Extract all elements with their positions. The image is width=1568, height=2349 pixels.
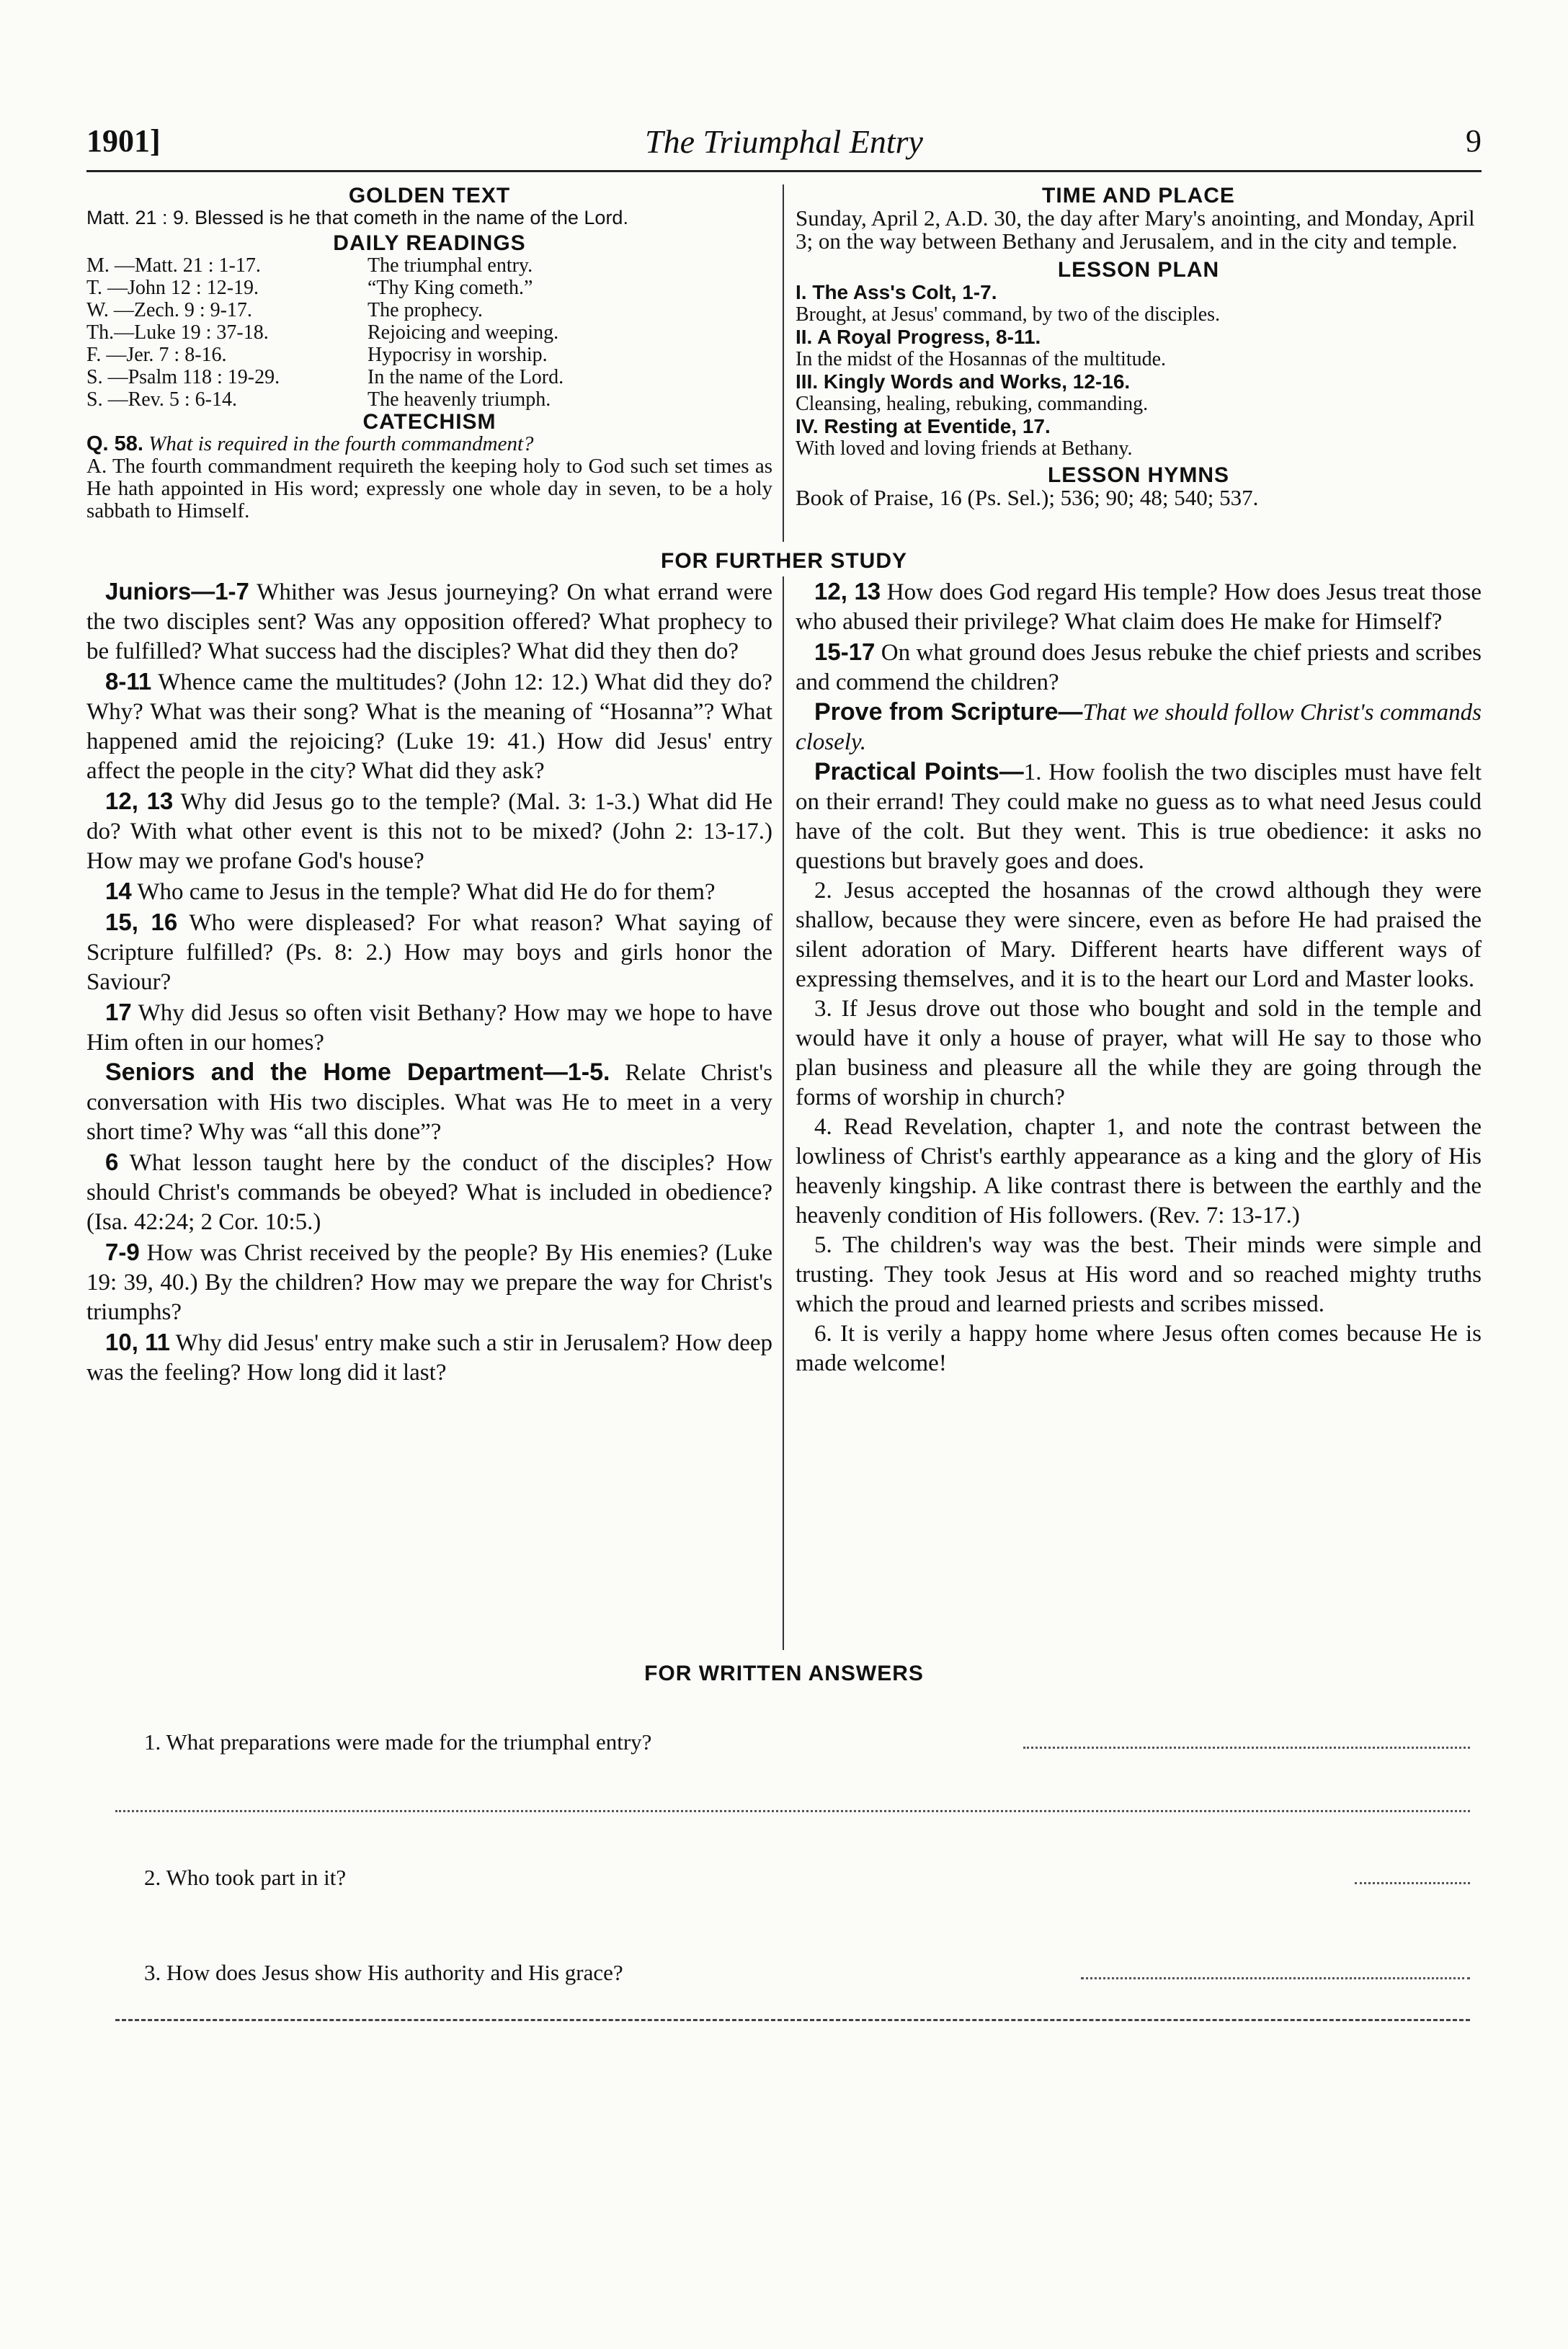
reading-desc: The heavenly triumph. <box>368 388 551 411</box>
time-place-text: Sunday, April 2, A.D. 30, the day after Mary's anointing, and Monday, April 3; on the way between Bethany and Jerusalem, and in the city and temple. <box>796 205 1475 254</box>
reading-row <box>86 388 772 411</box>
study-label: Juniors—1-7 <box>105 578 249 605</box>
daily-readings-heading: DAILY READINGS <box>333 231 526 255</box>
study-paragraph <box>86 876 772 907</box>
study-text: Whither was Jesus journeying? On what errand were the two disciples sent? Was any opposition offered? What prophecy to be fulfilled? What success had the disciples? What did they then do? <box>86 579 772 664</box>
study-paragraph <box>86 1237 772 1327</box>
study-text: 6. It is verily a happy home where Jesus often comes because He is made welcome! <box>796 1321 1482 1376</box>
study-label: 6 <box>105 1149 119 1175</box>
lesson-plan-desc: In the midst of the Hosannas of the multitude. <box>796 348 1167 370</box>
lesson-plan-title: III. Kingly Words and Works, 12-16. <box>796 370 1131 393</box>
lesson-plan-desc: Cleansing, healing, rebuking, commanding. <box>796 393 1149 415</box>
reading-ref: S. —Rev. 5 : 6-14. <box>86 388 237 411</box>
written-answers-heading: FOR WRITTEN ANSWERS <box>644 1662 924 1685</box>
reading-ref: W. —Zech. 9 : 9-17. <box>86 299 252 321</box>
study-label: Practical Points— <box>814 758 1024 785</box>
study-text: Why did Jesus go to the temple? (Mal. 3: 1-3.) What did He do? With what other event is this not to be mixed? (John 2: 13-17.) How may we profane God's house? <box>86 789 772 874</box>
study-paragraph <box>86 1058 772 1147</box>
study-text: Who were displeased? For what reason? What saying of Scripture fulfilled? (Ps. 8: 2.) How may boys and girls honor the Saviour? <box>86 910 772 995</box>
reading-row <box>86 254 772 277</box>
header-rule <box>86 170 1482 172</box>
lesson-plan-heading: LESSON PLAN <box>1057 258 1220 282</box>
further-study-left-column <box>86 576 772 1388</box>
study-text: Relate Christ's conversation with His two disciples. What was He to meet in a very short time? Why was “all this done”? <box>86 1060 772 1145</box>
study-text: Why did Jesus so often visit Bethany? How may we hope to have Him often in our homes? <box>86 1000 772 1056</box>
study-paragraph <box>796 757 1482 876</box>
study-text: 5. The children's way was the best. Their minds were simple and trusting. They took Jesus at His word and so reached mighty truths which the proud and learned priests and scribes missed. <box>796 1232 1482 1317</box>
answer-line[interactable] <box>1023 1747 1470 1749</box>
study-text: That we should follow Christ's commands closely. <box>796 700 1482 755</box>
answer-line[interactable] <box>1355 1882 1470 1884</box>
written-question-1: 1. What preparations were made for the triumphal entry? <box>144 1729 652 1755</box>
study-label: 12, 13 <box>814 578 881 605</box>
written-question-2: 2. Who took part in it? <box>144 1865 347 1890</box>
page-number: 9 <box>1466 123 1482 159</box>
study-label: 17 <box>105 999 132 1025</box>
lesson-plan-list <box>796 281 1482 460</box>
lesson-plan-desc: With loved and loving friends at Bethany. <box>796 437 1133 460</box>
study-text: How does God regard His temple? How does Jesus treat those who abused their privilege? What claim does He make for Himself? <box>796 579 1482 635</box>
lesson-hymns-text: Book of Praise, 16 (Ps. Sel.); 536; 90; 48; 540; 537. <box>796 485 1259 510</box>
study-paragraph <box>796 1113 1482 1231</box>
study-label: 15, 16 <box>105 909 178 935</box>
golden-text-body: Blessed is he that cometh in the name of the Lord. <box>195 207 628 228</box>
further-study-heading: FOR FURTHER STUDY <box>661 549 907 573</box>
reading-row <box>86 299 772 321</box>
reading-desc: The triumphal entry. <box>368 254 533 277</box>
reading-desc: Hypocrisy in worship. <box>368 344 548 366</box>
study-paragraph <box>796 576 1482 637</box>
study-text: Whence came the multitudes? (John 12: 12.) What did they do? Why? What was their song? What is the meaning of “Hosanna”? What happened amid the rejoicing? (Luke 19: 41.) How did Jesus' entry affect the people in the city? What did they ask? <box>86 669 772 784</box>
top-right-block <box>796 184 1482 509</box>
top-left-block <box>86 184 772 522</box>
header-title: The Triumphal Entry <box>645 123 923 160</box>
answer-line[interactable] <box>115 2019 1470 2021</box>
study-paragraph <box>796 637 1482 697</box>
reading-desc: “Thy King cometh.” <box>368 277 533 299</box>
study-paragraph <box>86 907 772 997</box>
study-label: 7-9 <box>105 1239 140 1265</box>
catechism-heading: CATECHISM <box>362 410 496 434</box>
study-label: 14 <box>105 878 132 904</box>
study-label: Prove from Scripture— <box>814 698 1083 726</box>
study-label: 10, 11 <box>105 1329 170 1355</box>
reading-desc: Rejoicing and weeping. <box>368 321 559 344</box>
body-column-divider <box>783 576 784 1650</box>
study-label: 8-11 <box>105 668 152 695</box>
catechism-question <box>86 433 772 455</box>
study-label: 12, 13 <box>105 788 174 814</box>
reading-ref: M. —Matt. 21 : 1-17. <box>86 254 261 277</box>
study-paragraph <box>796 994 1482 1113</box>
written-question-3: 3. How does Jesus show His authority and His grace? <box>144 1960 623 1985</box>
lesson-hymns-heading: LESSON HYMNS <box>1047 463 1230 487</box>
lesson-plan-title: IV. Resting at Eventide, 17. <box>796 415 1051 437</box>
lesson-plan-title: I. The Ass's Colt, 1-7. <box>796 281 997 303</box>
study-text: Who came to Jesus in the temple? What did He do for them? <box>131 879 716 905</box>
catechism-question-text: What is required in the fourth commandment? <box>148 432 534 455</box>
top-column-divider <box>783 184 784 542</box>
study-paragraph <box>86 667 772 786</box>
answer-line[interactable] <box>1081 1977 1470 1979</box>
study-paragraph <box>796 1231 1482 1319</box>
further-study-right-column <box>796 576 1482 1378</box>
answer-line[interactable] <box>115 1810 1470 1812</box>
reading-ref: F. —Jer. 7 : 8-16. <box>86 344 227 366</box>
page-header <box>86 115 1482 173</box>
reading-row <box>86 366 772 388</box>
study-paragraph <box>86 1327 772 1388</box>
header-year: 1901] <box>86 123 161 159</box>
daily-readings-list <box>86 254 772 411</box>
study-text: What lesson taught here by the conduct of the disciples? How should Christ's commands be obeyed? What is included in obedience? (Isa. 42:24; 2 Cor. 10:5.) <box>86 1150 772 1235</box>
golden-text <box>86 207 772 229</box>
reading-ref: S. —Psalm 118 : 19-29. <box>86 366 280 388</box>
time-place-heading: TIME AND PLACE <box>1042 184 1235 208</box>
reading-row <box>86 277 772 299</box>
reading-ref: T. —John 12 : 12-19. <box>86 277 259 299</box>
reading-row <box>86 321 772 344</box>
reading-row <box>86 344 772 366</box>
study-text: On what ground does Jesus rebuke the chief priests and scribes and commend the children? <box>796 640 1482 695</box>
study-text: 3. If Jesus drove out those who bought and sold in the temple and would have it only a house of prayer, what will He say to those who plan business and pleasure all the while they are going through the forms of worship in church? <box>796 996 1482 1110</box>
lesson-plan-title: II. A Royal Progress, 8-11. <box>796 326 1041 348</box>
study-text: Why did Jesus' entry make such a stir in Jerusalem? How deep was the feeling? How long did it last? <box>86 1330 772 1386</box>
lesson-plan-desc: Brought, at Jesus' command, by two of the disciples. <box>796 303 1221 326</box>
study-text: 4. Read Revelation, chapter 1, and note the contrast between the lowliness of Christ's earthly appearance as a king and the glory of His heavenly kingship. A like contrast there is between the earthly and the heavenly condition of His followers. (Rev. 7: 13-17.) <box>796 1114 1482 1229</box>
study-paragraph <box>86 1147 772 1237</box>
study-paragraph <box>86 997 772 1058</box>
study-paragraph <box>796 1319 1482 1378</box>
catechism-answer: A. The fourth commandment requireth the keeping holy to God such set times as He hath appointed in His word; expressly one whole day in seven, to be a holy sabbath to Himself. <box>86 455 772 522</box>
golden-text-ref: Matt. 21 : 9. <box>86 207 190 228</box>
golden-text-heading: GOLDEN TEXT <box>348 184 511 208</box>
study-text: How was Christ received by the people? By His enemies? (Luke 19: 39, 40.) By the children? How may we prepare the way for Christ's triumphs? <box>86 1240 772 1325</box>
study-text: 1. How foolish the two disciples must have felt on their errand! They could make no guess as to what need Jesus could have of the colt. But they went. This is true obedience: it asks no questions but bravely goes and does. <box>796 759 1482 874</box>
study-label: Seniors and the Home Department—1-5. <box>105 1058 610 1086</box>
study-text: 2. Jesus accepted the hosannas of the crowd although they were shallow, because they were sincere, even as before He had praised the silent adoration of Mary. Different hearts have different ways of expressing themselves, and it is to the heart our Lord and Master looks. <box>796 878 1482 992</box>
reading-desc: The prophecy. <box>368 299 483 321</box>
study-paragraph <box>796 697 1482 757</box>
reading-ref: Th.—Luke 19 : 37-18. <box>86 321 269 344</box>
catechism-question-label: Q. 58. <box>86 432 143 455</box>
reading-desc: In the name of the Lord. <box>368 366 564 388</box>
study-paragraph <box>86 786 772 876</box>
study-paragraph <box>796 876 1482 994</box>
study-paragraph <box>86 576 772 667</box>
study-label: 15-17 <box>814 638 876 665</box>
